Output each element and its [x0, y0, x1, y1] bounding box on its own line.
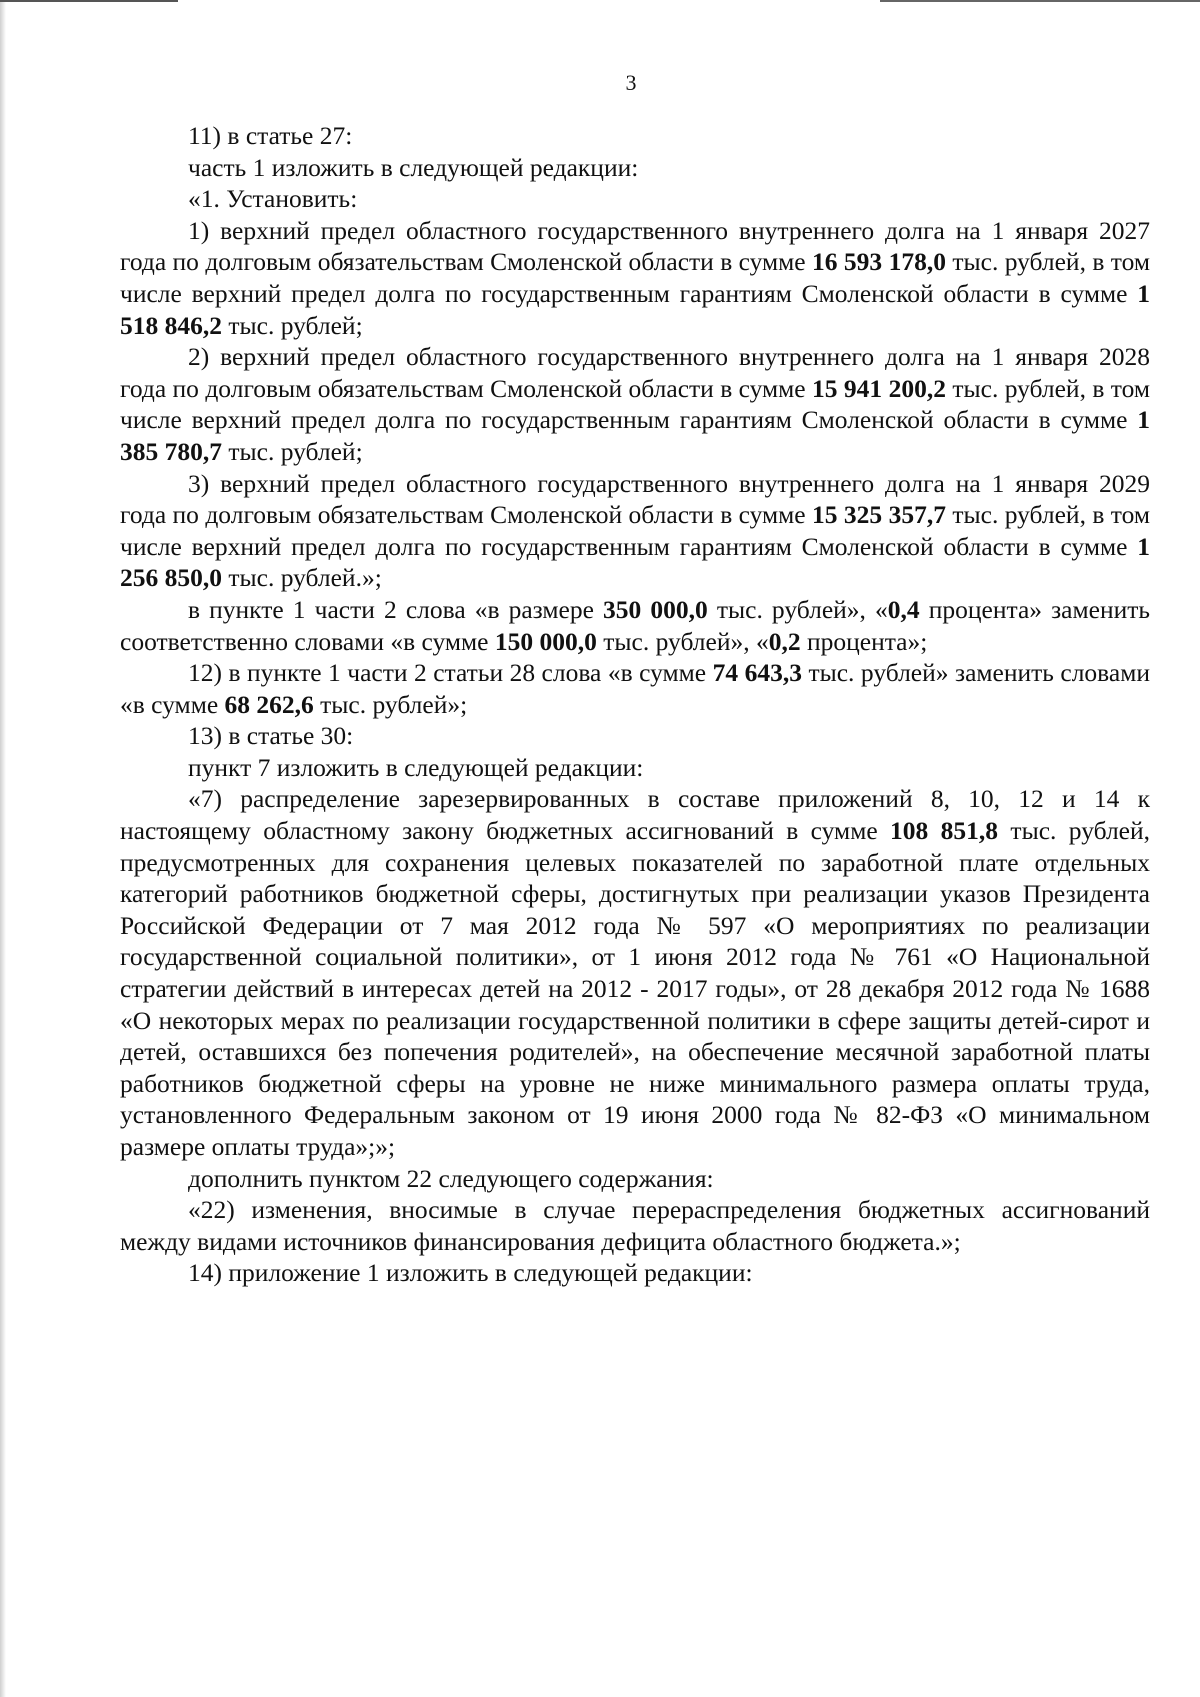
debt-limit-2028-paragraph — [120, 341, 1150, 467]
item-14-paragraph: 14) приложение 1 изложить в следующей редакции: — [188, 1258, 753, 1288]
paragraph-text: тыс. рублей, в том числе верхний предел долга по государственным гарантиям Смоленской области в сумме — [120, 500, 1150, 561]
item-12-paragraph — [120, 657, 1150, 720]
paragraph-text: 2) верхний предел областного государственного внутреннего долга на 1 января 2028 года по долговым обязательствам Смоленской области в сумме — [120, 342, 1150, 403]
debt-amount: 15 941 200,2 — [812, 373, 946, 403]
page-number: 3 — [625, 70, 637, 95]
paragraph-text: тыс. рублей, в том числе верхний предел долга по государственным гарантиям Смоленской области в сумме — [120, 373, 1150, 435]
supplement-intro: дополнить пунктом 22 следующего содержания: — [188, 1163, 714, 1193]
old-amount: 350 000,0 — [603, 594, 708, 624]
paragraph-text: процента»; — [800, 626, 928, 656]
paragraph-text: тыс. рублей; — [222, 436, 363, 466]
old-amount: 74 643,3 — [712, 658, 802, 688]
paragraph-text: тыс. рублей», « — [707, 594, 888, 624]
paragraph-text: тыс. рублей.»; — [222, 563, 382, 593]
debt-limit-2029-paragraph — [120, 468, 1150, 594]
paragraph-text: в пункте 1 части 2 слова «в размере — [188, 594, 604, 624]
paragraph-text: тыс. рублей, в том числе верхний предел долга по государственным гарантиям Смоленской области в сумме — [120, 247, 1150, 308]
debt-amount: 16 593 178,0 — [812, 247, 946, 277]
old-percent: 0,4 — [887, 594, 920, 624]
new-amount: 68 262,6 — [224, 689, 314, 719]
item-11-quote-start: «1. Установить: — [188, 184, 358, 214]
paragraph-text: 12) в пункте 1 части 2 статьи 28 слова «в сумме — [188, 658, 713, 688]
guarantee-amount: 1 385 780,7 — [120, 405, 1150, 466]
point-22-paragraph: «22) изменения, вносимые в случае перераспределения бюджетных ассигнований между видами источников финансирования дефицита областного бюджета.»; — [120, 1195, 1150, 1256]
new-percent: 0,2 — [768, 626, 801, 656]
paragraph-text: тыс. рублей», « — [596, 626, 769, 656]
scan-top-line — [880, 0, 1200, 2]
document-body — [120, 120, 1150, 1289]
debt-limit-2027-paragraph — [120, 215, 1150, 341]
guarantee-amount: 1 256 850,0 — [120, 531, 1150, 593]
paragraph-text: 3) верхний предел областного государственного внутреннего долга на 1 января 2029 года по долговым обязательствам Смоленской области в сумме — [120, 468, 1150, 530]
item-13-intro: пункт 7 изложить в следующей редакции: — [188, 752, 644, 782]
reserved-amount: 108 851,8 — [890, 816, 999, 846]
guarantee-amount: 1 518 846,2 — [120, 278, 1150, 340]
replacement-paragraph — [120, 594, 1150, 657]
new-amount: 150 000,0 — [494, 626, 597, 656]
paragraph-text: тыс. рублей, предусмотренных для сохранения целевых показателей по заработной плате отдельных категорий работников бюджетной сферы, достигнутых при реализации указов Президента Российской Федерации от 7 мая 2012 года № 597 «О мероприятиях по реализации государственной социальной политики», от 1 июня 2012 года № 761 «О Национальной стратегии действий в интересах детей на 2012 - 2017 годы», от 28 декабря 2012 года № 1688 «О некоторых мерах по реализации государственной политики в сфере защиты детей-сирот и детей, оставшихся без попечения родителей», на обеспечение месячной заработной платы работников бюджетной сферы на уровне не ниже минимального размера оплаты труда, установленного Федеральным законом от 19 июня 2000 года № 82-ФЗ «О минимальном размере оплаты труда»;»; — [120, 816, 1151, 1161]
paragraph-text: 1) верхний предел областного государственного внутреннего долга на 1 января 2027 года по долговым обязательствам Смоленской области в сумме — [120, 215, 1150, 277]
debt-amount: 15 325 357,7 — [812, 500, 946, 530]
paragraph-text: «7) распределение зарезервированных в составе приложений 8, 10, 12 и 14 к настоящему областному закону бюджетных ассигнований в сумме — [120, 784, 1150, 846]
item-11-intro: часть 1 изложить в следующей редакции: — [188, 152, 639, 182]
point-7-paragraph — [120, 783, 1150, 1162]
item-13-heading: 13) в статье 30: — [188, 721, 354, 751]
paragraph-text: тыс. рублей; — [222, 310, 363, 340]
item-11-heading: 11) в статье 27: — [188, 121, 353, 150]
scan-left-edge — [0, 0, 6, 1697]
paragraph-text: процента» заменить соответственно словами «в сумме — [120, 594, 1151, 656]
paragraph-text: тыс. рублей» заменить словами «в сумме — [120, 658, 1150, 719]
paragraph-text: тыс. рублей»; — [313, 689, 468, 719]
scan-top-line — [0, 0, 178, 2]
